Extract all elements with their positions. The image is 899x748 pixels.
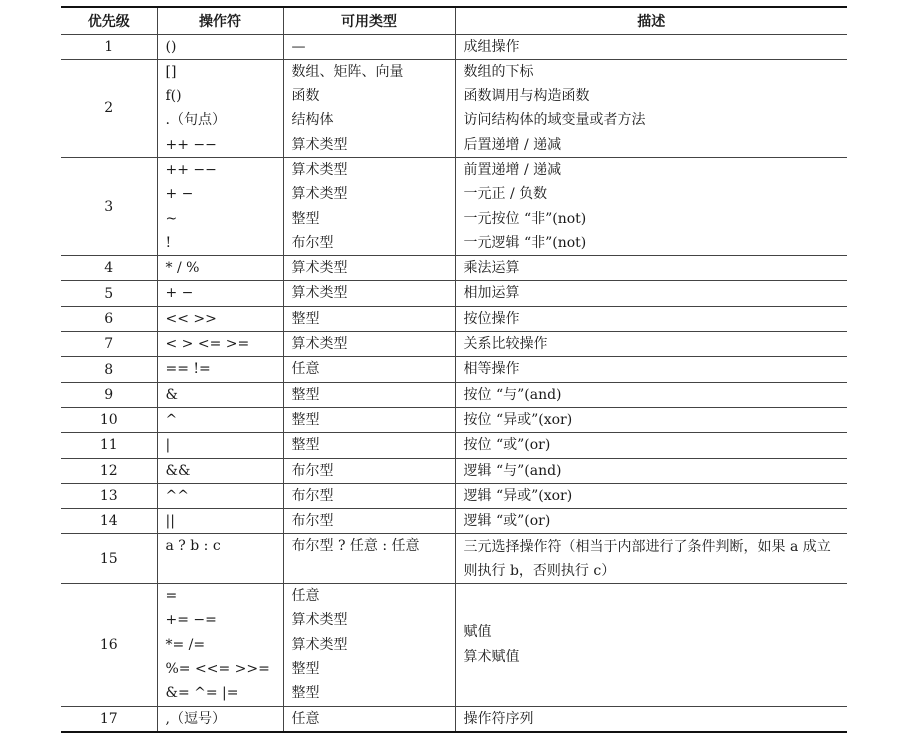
operator-cell xyxy=(157,584,283,706)
operator-text: < > <= >= xyxy=(165,336,250,353)
description-cell xyxy=(455,509,847,534)
type-text: 函数 xyxy=(291,88,320,105)
types-cell xyxy=(283,509,455,534)
type-text: 布尔型 xyxy=(291,462,334,479)
description-text: 成组操作 xyxy=(463,38,520,55)
table-row xyxy=(61,534,847,584)
description-cell xyxy=(455,256,847,281)
priority-level: 10 xyxy=(61,407,157,432)
type-text: 布尔型 xyxy=(291,513,334,530)
description-text: 三元选择操作符（相当于内部进行了条件判断，如果 a 成立则执行 b，否则执行 c） xyxy=(463,538,831,579)
operator-text: ^ xyxy=(165,411,178,428)
description-text: 一元逻辑 “非”(not) xyxy=(463,234,587,251)
operator-text: = xyxy=(165,588,178,605)
type-text: 结构体 xyxy=(291,112,334,129)
priority-level: 2 xyxy=(61,59,157,157)
spacer xyxy=(292,559,447,583)
operator-text: f() xyxy=(165,88,182,105)
type-text: 任意 xyxy=(291,588,320,605)
types-cell xyxy=(283,306,455,331)
description-text: 前置递增 / 递减 xyxy=(463,161,562,178)
priority-level: 14 xyxy=(61,509,157,534)
description-text: 逻辑 “或”(or) xyxy=(463,513,551,530)
type-text: 算术类型 xyxy=(291,612,348,629)
priority-level: 1 xyxy=(61,34,157,59)
description-cell xyxy=(455,706,847,732)
priority-level: 15 xyxy=(61,534,157,584)
types-cell xyxy=(283,332,455,357)
priority-level: 12 xyxy=(61,458,157,483)
description-text: 操作符序列 xyxy=(463,710,534,727)
type-text: 算术类型 xyxy=(291,186,348,203)
table-row xyxy=(61,357,847,382)
priority-level: 4 xyxy=(61,256,157,281)
priority-level: 17 xyxy=(61,706,157,732)
types-cell xyxy=(283,34,455,59)
table-row xyxy=(61,407,847,432)
operator-text: ,（逗号） xyxy=(165,710,226,727)
operator-cell xyxy=(157,34,283,59)
description-text: 函数调用与构造函数 xyxy=(463,88,590,105)
description-cell xyxy=(455,483,847,508)
priority-level: 9 xyxy=(61,382,157,407)
type-text: 数组、矩阵、向量 xyxy=(291,63,404,80)
operator-text: + − xyxy=(165,186,194,203)
type-text: 任意 xyxy=(291,361,320,378)
operator-cell xyxy=(157,433,283,458)
operator-text: *= /= xyxy=(165,636,206,653)
types-cell xyxy=(283,407,455,432)
types-cell xyxy=(283,357,455,382)
description-text: 一元正 / 负数 xyxy=(463,186,548,203)
priority-level: 13 xyxy=(61,483,157,508)
operator-text: == != xyxy=(165,361,211,378)
operator-cell xyxy=(157,483,283,508)
description-text: 逻辑 “异或”(xor) xyxy=(463,487,573,504)
type-text: 布尔型 xyxy=(291,487,334,504)
table-row xyxy=(61,509,847,534)
operator-cell xyxy=(157,407,283,432)
operator-cell xyxy=(157,357,283,382)
operator-cell xyxy=(157,534,283,584)
priority-level: 3 xyxy=(61,157,157,255)
description-text: 乘法运算 xyxy=(463,260,520,277)
operator-text: .（句点） xyxy=(165,112,226,129)
priority-level: 8 xyxy=(61,357,157,382)
description-text: 按位 “异或”(xor) xyxy=(463,411,573,428)
operator-cell xyxy=(157,332,283,357)
type-text: 布尔型 xyxy=(291,234,334,251)
operator-cell xyxy=(157,306,283,331)
table-row xyxy=(61,157,847,255)
header-operator: 操作符 xyxy=(157,7,283,34)
description-cell xyxy=(455,433,847,458)
types-cell xyxy=(283,157,455,255)
priority-level: 16 xyxy=(61,584,157,706)
description-text: 按位操作 xyxy=(463,310,520,327)
description-cell xyxy=(455,281,847,306)
table-row xyxy=(61,433,847,458)
header-description: 描述 xyxy=(455,7,847,34)
operator-cell xyxy=(157,281,283,306)
operator-text: | xyxy=(165,437,171,454)
description-text: 一元按位 “非”(not) xyxy=(463,210,587,227)
table-row xyxy=(61,281,847,306)
description-text: 后置递增 / 递减 xyxy=(463,136,562,153)
table-header-row xyxy=(61,7,847,34)
type-text: 整型 xyxy=(291,386,320,403)
description-text: 访问结构体的域变量或者方法 xyxy=(463,112,646,129)
type-text: 整型 xyxy=(291,210,320,227)
table-row xyxy=(61,306,847,331)
type-text: 算术类型 xyxy=(291,636,348,653)
types-cell xyxy=(283,584,455,706)
operator-text: &= ^= |= xyxy=(165,685,239,702)
types-cell xyxy=(283,433,455,458)
description-cell xyxy=(455,157,847,255)
type-text: 算术类型 xyxy=(291,336,348,353)
types-cell xyxy=(283,534,455,584)
operator-cell xyxy=(157,157,283,255)
operator-text: || xyxy=(165,513,175,530)
operator-cell xyxy=(157,458,283,483)
header-priority: 优先级 xyxy=(61,7,157,34)
table-row xyxy=(61,458,847,483)
operator-text: %= <<= >>= xyxy=(165,660,270,677)
description-cell xyxy=(455,584,847,706)
operator-text: & xyxy=(165,386,178,403)
description-cell xyxy=(455,59,847,157)
operator-text: += −= xyxy=(165,612,217,629)
operator-text: [] xyxy=(165,63,177,80)
operator-text: () xyxy=(165,38,177,55)
type-text: 整型 xyxy=(291,310,320,327)
type-text: 算术类型 xyxy=(291,285,348,302)
operator-text: a ? b : c xyxy=(165,538,221,555)
priority-level: 7 xyxy=(61,332,157,357)
table-row xyxy=(61,256,847,281)
description-text: 关系比较操作 xyxy=(463,336,548,353)
operator-precedence-table xyxy=(61,6,847,733)
operator-text: ^^ xyxy=(165,487,189,504)
table-row xyxy=(61,34,847,59)
type-text: 布尔型 ? 任意 : 任意 xyxy=(291,538,420,555)
table-body xyxy=(61,34,847,732)
description-cell xyxy=(455,306,847,331)
description-text: 相等操作 xyxy=(463,361,520,378)
operator-text: ++ −− xyxy=(165,136,217,153)
description-text: 逻辑 “与”(and) xyxy=(463,462,562,479)
table-row xyxy=(61,483,847,508)
header-types: 可用类型 xyxy=(283,7,455,34)
operator-cell xyxy=(157,706,283,732)
type-text: 整型 xyxy=(291,411,320,428)
types-cell xyxy=(283,256,455,281)
types-cell xyxy=(283,458,455,483)
description-cell xyxy=(455,382,847,407)
types-cell xyxy=(283,281,455,306)
table-row xyxy=(61,706,847,732)
description-cell xyxy=(455,458,847,483)
description-text: 相加运算 xyxy=(463,285,520,302)
operator-text: + − xyxy=(165,285,194,302)
operator-text: << >> xyxy=(165,310,217,327)
type-text: 整型 xyxy=(291,437,320,454)
operator-cell xyxy=(157,256,283,281)
types-cell xyxy=(283,706,455,732)
priority-level: 5 xyxy=(61,281,157,306)
description-cell xyxy=(455,34,847,59)
description-text: 算术赋值 xyxy=(463,648,520,665)
spacer xyxy=(166,559,275,583)
type-text: 整型 xyxy=(291,660,320,677)
description-text: 数组的下标 xyxy=(463,63,534,80)
operator-cell xyxy=(157,509,283,534)
table-row xyxy=(61,584,847,706)
operator-text: ++ −− xyxy=(165,161,217,178)
type-text: 算术类型 xyxy=(291,260,348,277)
type-text: — xyxy=(291,38,306,55)
priority-level: 6 xyxy=(61,306,157,331)
priority-level: 11 xyxy=(61,433,157,458)
operator-text: * / % xyxy=(165,260,200,277)
types-cell xyxy=(283,382,455,407)
types-cell xyxy=(283,59,455,157)
type-text: 算术类型 xyxy=(291,136,348,153)
table-row xyxy=(61,59,847,157)
operator-text: && xyxy=(165,462,191,479)
description-text: 赋值 xyxy=(463,624,492,641)
types-cell xyxy=(283,483,455,508)
operator-text: ~ xyxy=(165,210,178,227)
description-cell xyxy=(455,357,847,382)
type-text: 算术类型 xyxy=(291,161,348,178)
description-cell xyxy=(455,332,847,357)
operator-cell xyxy=(157,59,283,157)
type-text: 任意 xyxy=(291,710,320,727)
table-row xyxy=(61,332,847,357)
operator-cell xyxy=(157,382,283,407)
operator-text: ! xyxy=(165,234,172,251)
description-cell xyxy=(455,534,847,584)
type-text: 整型 xyxy=(291,685,320,702)
table-row xyxy=(61,382,847,407)
description-cell xyxy=(455,407,847,432)
description-text: 按位 “或”(or) xyxy=(463,437,551,454)
description-text: 按位 “与”(and) xyxy=(463,386,562,403)
